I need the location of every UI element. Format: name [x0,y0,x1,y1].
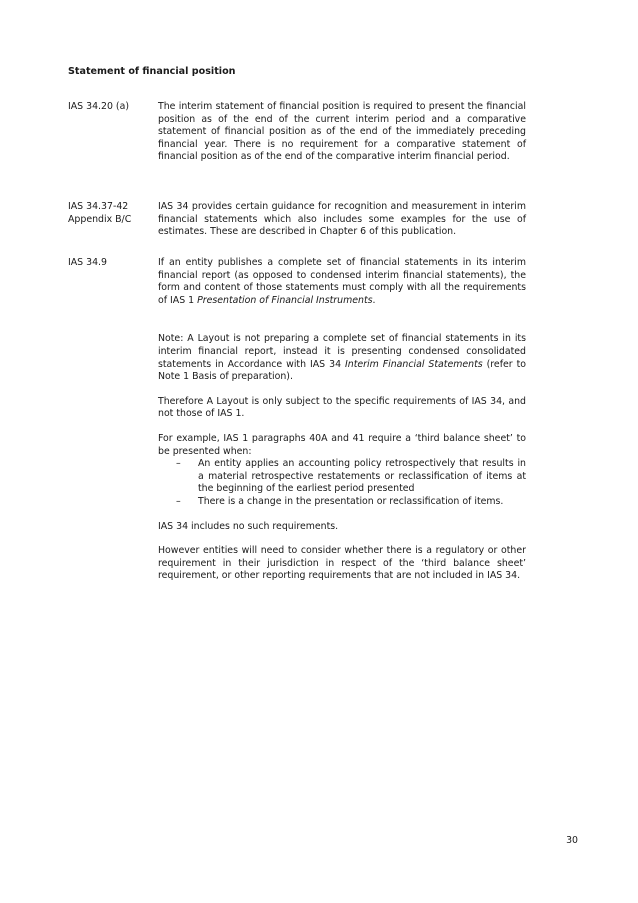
reference-line: IAS 34.20 (a) [68,101,129,112]
paragraph: If an entity publishes a complete set of financial statements in its interim financial report (as opposed to condensed interim financial statements), the form and content of those statements must comply with all the requirements of IAS 1 Presentation of Financial Instruments. [158,257,526,306]
paragraph: For example, IAS 1 paragraphs 40A and 41 require a ‘third balance sheet’ to be presented when: [158,432,526,457]
paragraph: IAS 34 provides certain guidance for recognition and measurement in interim financial statements which also includes some examples for the use of estimates. These are described in Chapter 6 of this publication. [158,201,526,238]
section-heading: Statement of financial position [68,66,236,77]
page-number: 30 [566,835,578,846]
note-paragraph: Note: A Layout is not preparing a complete set of financial statements in its interim financial report, instead it is presenting condensed consolidated statements in Accordance with IAS 34 Interim Financial Statements (refer to Note 1 Basis of preparation). [158,333,527,383]
standard-reference [68,101,156,114]
paragraph: However entities will need to consider whether there is a regulatory or other requirement in their jurisdiction in respect of the ‘third balance sheet’ requirement, or other reporting requirements that are not included in IAS 34. [158,545,526,582]
paragraph: IAS 34 includes no such requirements. [158,520,339,532]
dash-bullet-icon: – [176,458,181,470]
reference-line: IAS 34.37-42 [68,201,129,212]
standard-reference [68,201,156,226]
paragraph: Therefore A Layout is only subject to the specific requirements of IAS 34, and not those of IAS 1. [158,395,526,420]
paragraph: The interim statement of financial position is required to present the financial position as of the end of the current interim period and a comparative statement of financial position as of the end of the immediately preceding financial year. There is no requirement for a comparative statement of financial position as of the end of the comparative interim financial period. [158,101,526,163]
reference-line: IAS 34.9 [68,257,107,268]
standard-title: Interim Financial Statements [345,358,483,370]
list-item: – There is a change in the presentation or reclassification of items. [176,495,504,507]
section-body [158,101,526,164]
section-body [158,201,526,239]
list-item: – An entity applies an accounting policy retrospectively that results in a material retrospective restatements or reclassification of items at the beginning of the earliest period presented [176,458,526,495]
standard-title: Presentation of Financial Instruments [197,294,373,306]
section-body [158,257,526,583]
reference-line: Appendix B/C [68,213,132,225]
standard-reference [68,257,156,270]
bullet-list [158,458,526,508]
dash-bullet-icon: – [176,495,181,507]
